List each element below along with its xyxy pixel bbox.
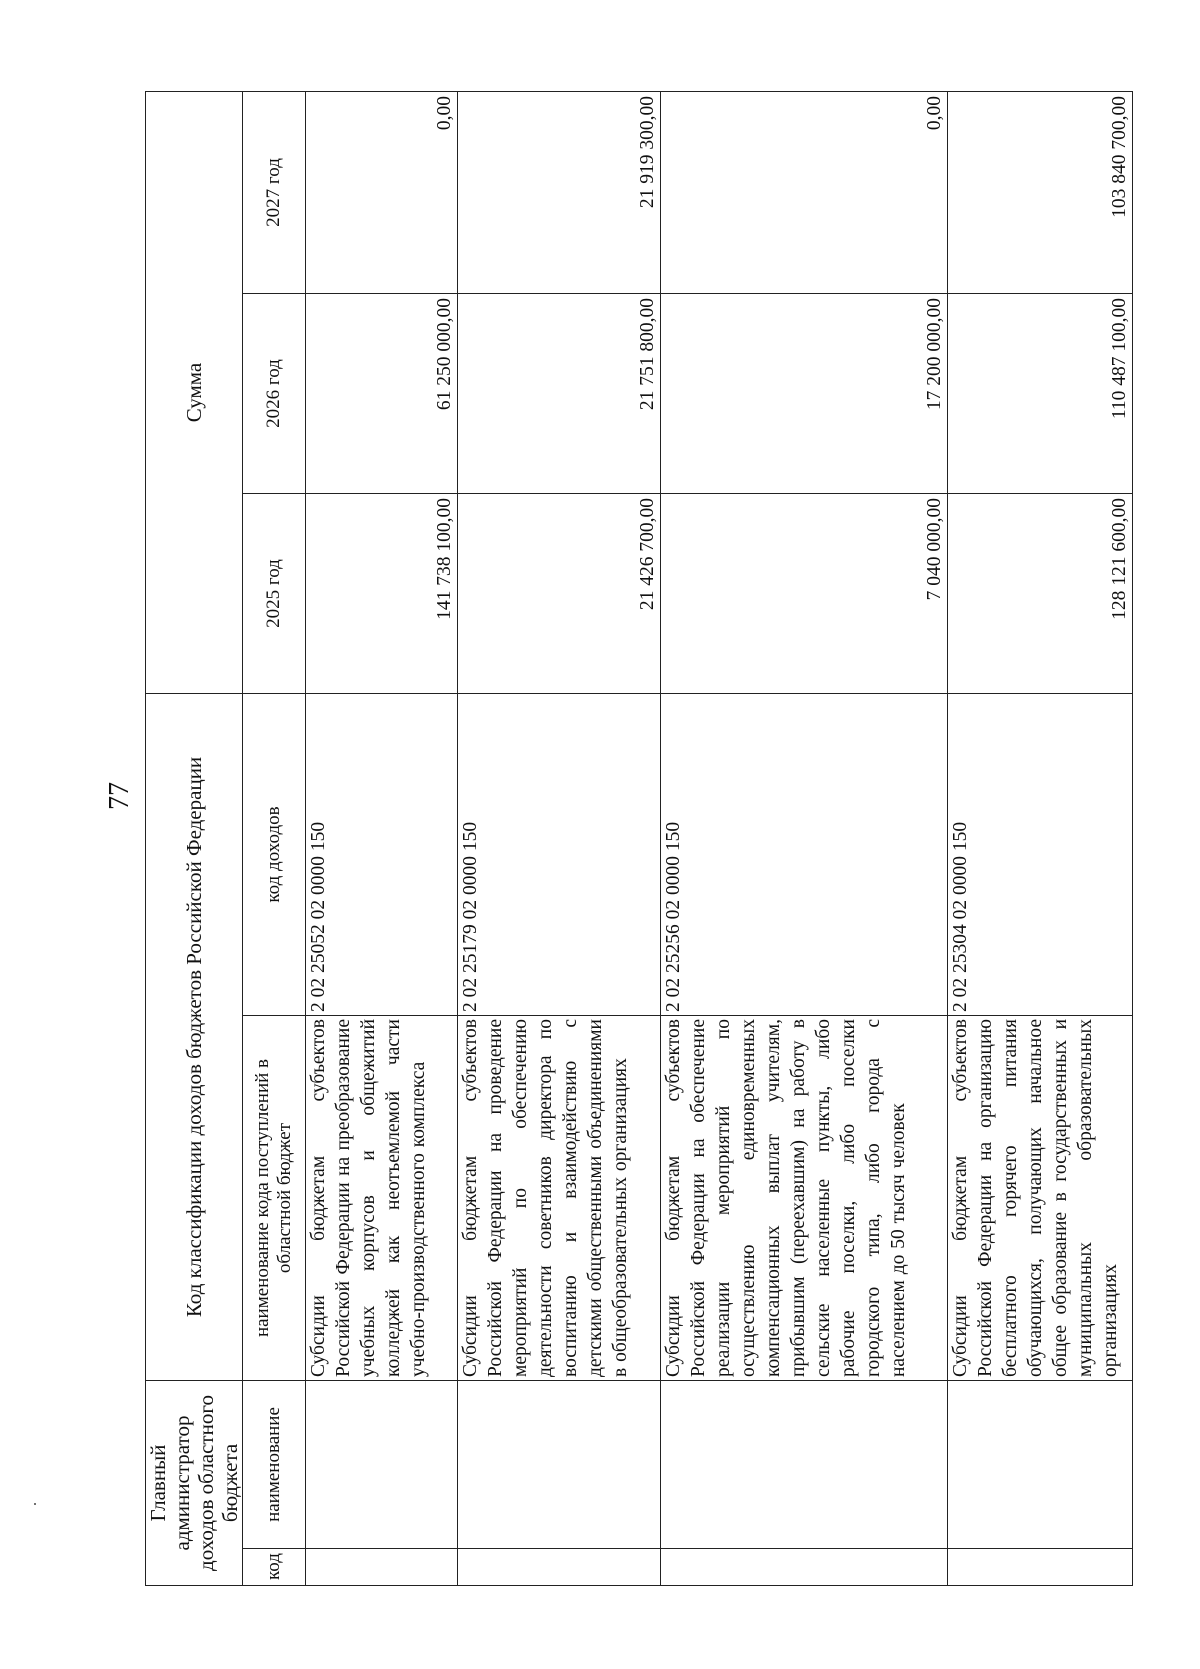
header-kbk-group: Код классификации доходов бюджетов Российской Федерации bbox=[146, 693, 243, 1380]
header-sum-group: Сумма bbox=[146, 91, 243, 693]
row-admin-name bbox=[306, 1381, 458, 1549]
row-amount-2026: 17 200 000,00 bbox=[661, 293, 948, 493]
row-amount-2027: 103 840 700,00 bbox=[948, 91, 1133, 293]
table-row bbox=[948, 91, 1133, 1585]
row-admin-name bbox=[458, 1381, 661, 1549]
header-col-2027: 2027 год bbox=[243, 91, 306, 293]
header-col-name: наименование bbox=[243, 1381, 306, 1549]
row-income-code: 2 02 25256 02 0000 150 bbox=[661, 693, 948, 1015]
row-amount-2025: 7 040 000,00 bbox=[661, 493, 948, 693]
row-income-name: Субсидии бюджетам субъектов Российской Федерации на организацию бесплатного горячего питания обучающихся, получающих начальное общее образование в государственных и муниципальных образовательных организациях bbox=[948, 1016, 1133, 1381]
row-income-name: Субсидии бюджетам субъектов Российской Федерации на проведение мероприятий по обеспечению деятельности советников директора по воспитанию и взаимодействию с детскими общественными объединениями в общеобразовательных организациях bbox=[458, 1016, 661, 1381]
header-col-income-code: код доходов bbox=[243, 693, 306, 1015]
row-admin-code bbox=[458, 1549, 661, 1586]
row-income-name: Субсидии бюджетам субъектов Российской Федерации на преобразование учебных корпусов и общежитий колледжей как неотъемлемой части учебно-производственного комплекса bbox=[306, 1016, 458, 1381]
table-row bbox=[306, 91, 458, 1585]
header-col-income-name: наименование кода поступлений в областной бюджет bbox=[243, 1016, 306, 1381]
row-admin-code bbox=[661, 1549, 948, 1586]
row-amount-2026: 61 250 000,00 bbox=[306, 293, 458, 493]
table-row bbox=[661, 91, 948, 1585]
row-amount-2027: 0,00 bbox=[661, 91, 948, 293]
page-number: 77 bbox=[104, 782, 135, 810]
row-admin-code bbox=[948, 1549, 1133, 1586]
row-income-code: 2 02 25179 02 0000 150 bbox=[458, 693, 661, 1015]
table-row bbox=[458, 91, 661, 1585]
header-admin-group: Главный администратор доходов областного бюджета bbox=[146, 1381, 243, 1586]
row-income-name: Субсидии бюджетам субъектов Российской Федерации на обеспечение реализации мероприятий по осуществлению единовременных компенсационных выплат учителям, прибывшим (переехавшим) на работу в сельские населенные пункты, либо рабочие поселки, либо поселки городского типа, либо города с населением до 50 тысяч человек bbox=[661, 1016, 948, 1381]
header-col-2025: 2025 год bbox=[243, 493, 306, 693]
row-admin-name bbox=[661, 1381, 948, 1549]
rotated-table-container bbox=[145, 92, 1130, 1586]
row-amount-2027: 0,00 bbox=[306, 91, 458, 293]
row-income-code: 2 02 25304 02 0000 150 bbox=[948, 693, 1133, 1015]
row-admin-code bbox=[306, 1549, 458, 1586]
income-classification-table bbox=[145, 91, 1133, 1586]
row-income-code: 2 02 25052 02 0000 150 bbox=[306, 693, 458, 1015]
row-amount-2025: 141 738 100,00 bbox=[306, 493, 458, 693]
row-amount-2025: 128 121 600,00 bbox=[948, 493, 1133, 693]
row-amount-2027: 21 919 300,00 bbox=[458, 91, 661, 293]
row-admin-name bbox=[948, 1381, 1133, 1549]
row-amount-2025: 21 426 700,00 bbox=[458, 493, 661, 693]
scan-speck bbox=[34, 1503, 36, 1505]
header-col-code: код bbox=[243, 1549, 306, 1586]
header-col-2026: 2026 год bbox=[243, 293, 306, 493]
header-row-columns bbox=[243, 91, 306, 1585]
header-row-groups bbox=[146, 91, 243, 1585]
row-amount-2026: 21 751 800,00 bbox=[458, 293, 661, 493]
row-amount-2026: 110 487 100,00 bbox=[948, 293, 1133, 493]
